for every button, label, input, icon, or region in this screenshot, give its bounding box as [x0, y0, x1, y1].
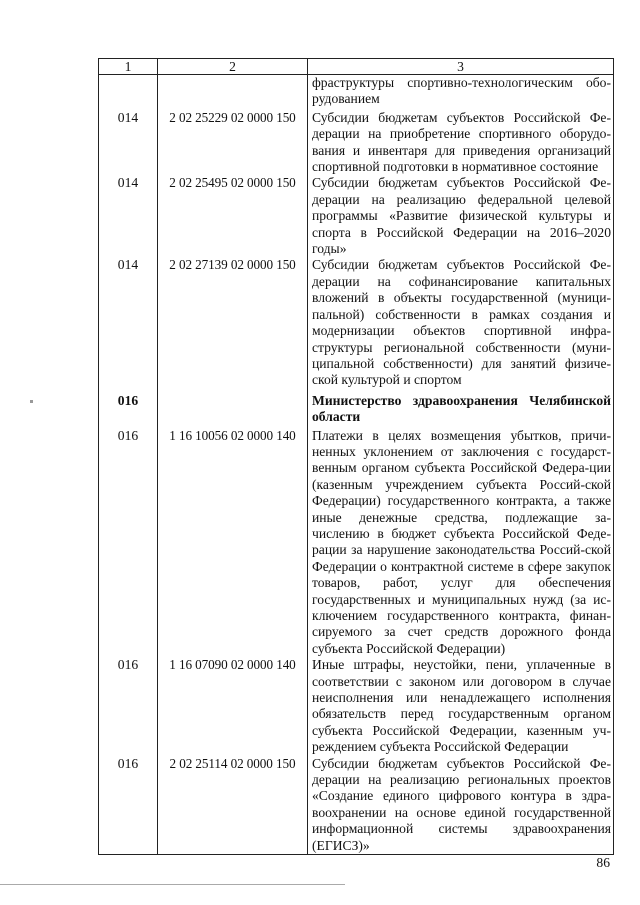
header-col-2: 2 [158, 59, 308, 75]
description-cell: фраструктуры спортивно-технологическим обо-рудованием [308, 75, 614, 108]
department-code-cell: 016 [99, 657, 158, 755]
page-number: 86 [596, 855, 610, 870]
revenue-code-cell: 1 16 10056 02 0000 140 [158, 426, 308, 658]
table-row [99, 75, 614, 108]
description-cell: Субсидии бюджетам субъектов Российской Фе-дерации на реализацию региональных проектов «Создание единого цифрового контура в здра-воохранении на основе единой государственной информационной системы здравоохранения (ЕГИСЗ)» [308, 756, 614, 855]
department-code-cell: 014 [99, 175, 158, 257]
revenue-code-cell: 2 02 25229 02 0000 150 [158, 108, 308, 176]
description-cell: Иные штрафы, неустойки, пени, уплаченные в соответствии с законом или договором в случае неисполнения или ненадлежащего исполнения обязательств перед государственным органом субъекта Российской Федерации, казенным уч-реждением субъекта Российской Федерации [308, 657, 614, 755]
scan-mark [30, 400, 33, 403]
revenue-code-cell: 2 02 25495 02 0000 150 [158, 175, 308, 257]
table-header [99, 59, 614, 75]
table-row [99, 657, 614, 755]
revenue-code-cell [158, 75, 308, 108]
department-code-cell: 016 [99, 756, 158, 855]
department-code-cell: 014 [99, 108, 158, 176]
header-col-3: 3 [308, 59, 614, 75]
revenue-code-cell: 1 16 07090 02 0000 140 [158, 657, 308, 755]
table-row [99, 257, 614, 388]
department-code-cell: 014 [99, 257, 158, 388]
department-code-cell [99, 75, 158, 108]
budget-codes-table [98, 58, 614, 855]
table-row [99, 175, 614, 257]
table-row [99, 426, 614, 658]
table-row [99, 389, 614, 426]
table-row [99, 108, 614, 176]
header-col-1: 1 [99, 59, 158, 75]
revenue-code-cell: 2 02 25114 02 0000 150 [158, 756, 308, 855]
description-cell: Субсидии бюджетам субъектов Российской Фе-дерации на приобретение спортивного оборудо-вания и инвентаря для приведения организаций спортивной подготовки в нормативное состояние [308, 108, 614, 176]
description-cell: Министерство здравоохранения Челябинской области [308, 389, 614, 426]
table-row [99, 756, 614, 855]
description-cell: Субсидии бюджетам субъектов Российской Фе-дерации на софинансирование капитальных вложений в объекты государственной (муници-пальной) собственности в рамках создания и модернизации объектов спортивной инфра-структуры региональной собственности (муни-ципальной собственности) для занятий физиче-ской культурой и спортом [308, 257, 614, 388]
description-cell: Платежи в целях возмещения убытков, причи-ненных уклонением от заключения с государст-венным органом субъекта Российской Федера-ции (казенным учреждением субъекта Россий-ской Федерации) государственного контракта, а также иные денежные средства, подлежащие за-числению в бюджет субъекта Российской Феде-рации за нарушение законодательства Россий-ской Федерации о контрактной системе в сфере закупок товаров, работ, услуг для обеспечения государственных и муниципальных нужд (за ис-ключением государственного контракта, финан-сируемого за счет средств дорожного фонда субъекта Российской Федерации) [308, 426, 614, 658]
department-code-cell: 016 [99, 389, 158, 426]
bottom-rule [0, 884, 345, 885]
table-body [99, 75, 614, 855]
department-code-cell: 016 [99, 426, 158, 658]
revenue-code-cell [158, 389, 308, 426]
description-cell: Субсидии бюджетам субъектов Российской Фе-дерации на реализацию федеральной целевой программы «Развитие физической культуры и спорта в Российской Федерации на 2016–2020 годы» [308, 175, 614, 257]
revenue-code-cell: 2 02 27139 02 0000 150 [158, 257, 308, 388]
